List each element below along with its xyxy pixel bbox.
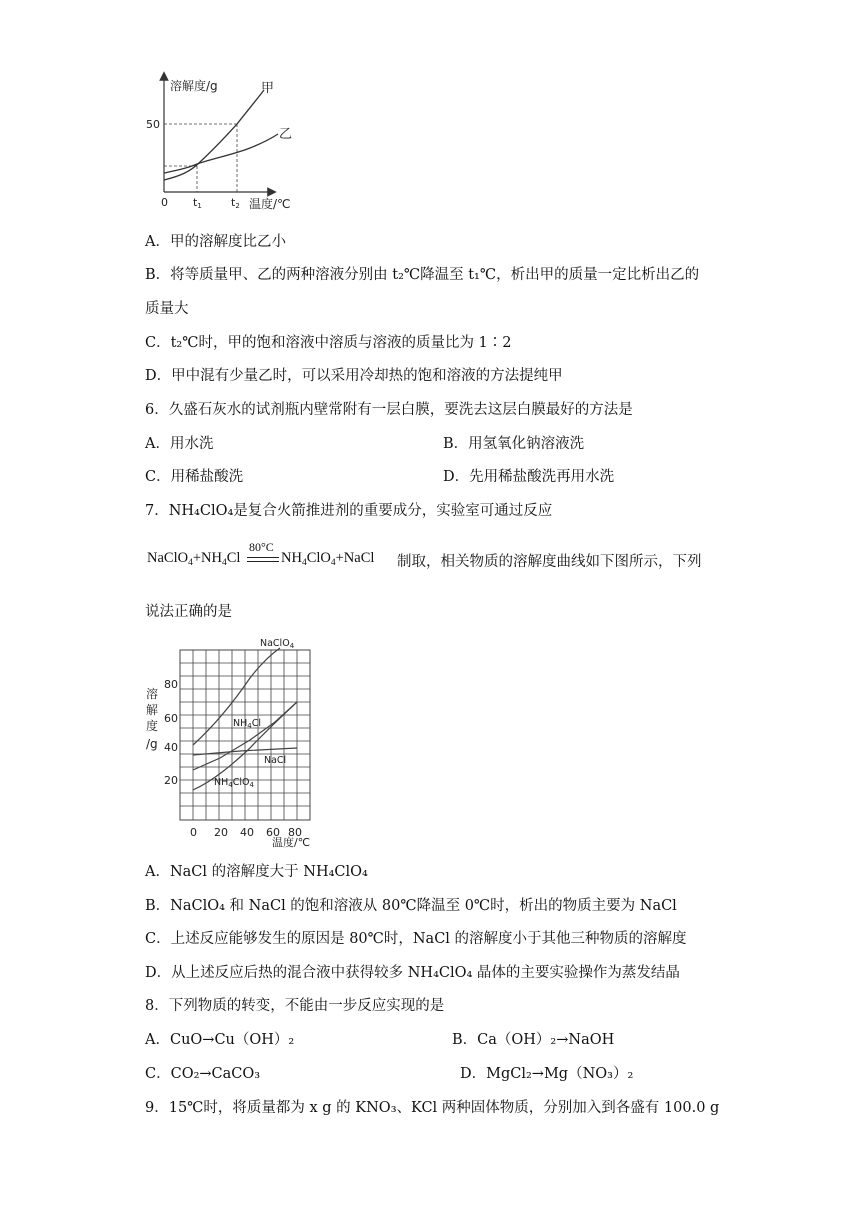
label-nacl: NaCl bbox=[264, 755, 287, 766]
y-axis-label-char3: 度 bbox=[146, 719, 159, 733]
reaction-equation: $NaClO_4+NH_4Cl$ bbox=[147, 550, 241, 568]
y-tick-60: 60 bbox=[164, 712, 178, 725]
y-axis-label-char1: 溶 bbox=[146, 687, 159, 701]
reaction-double-bar bbox=[247, 557, 279, 562]
q8-option-b: B．Ca（OH）₂→NaOH bbox=[452, 1032, 615, 1048]
q7-option-b: B．NaClO₄ 和 NaCl 的饱和溶液从 80℃降温至 0℃时，析出的物质主要为 NaCl bbox=[145, 898, 677, 914]
curve-label-yi: 乙 bbox=[279, 127, 293, 142]
q7-option-c: C．上述反应能够发生的原因是 80℃时，NaCl 的溶解度小于其他三种物质的溶解度 bbox=[145, 931, 687, 947]
q5-option-c: C．t₂℃时，甲的饱和溶液中溶质与溶液的质量比为 1∶2 bbox=[145, 335, 512, 351]
q6-option-c: C．用稀盐酸洗 bbox=[145, 469, 244, 485]
q7-stem-line3: 说法正确的是 bbox=[145, 604, 232, 620]
y-tick-80: 80 bbox=[164, 678, 178, 691]
q7-stem-line1: 7．NH₄ClO₄是复合火箭推进剂的重要成分，实验室可通过反应 bbox=[145, 503, 553, 519]
reaction-products: $NH_4ClO_4+NaCl$ bbox=[281, 550, 375, 568]
solubility-figure-1 bbox=[140, 70, 320, 220]
grid bbox=[180, 650, 310, 820]
y-axis-label-char4: /g bbox=[146, 737, 158, 751]
q5-option-d: D．甲中混有少量乙时，可以采用冷却热的饱和溶液的方法提纯甲 bbox=[145, 368, 563, 384]
q8-option-c: C．CO₂→CaCO₃ bbox=[145, 1066, 261, 1082]
label-nh4clo4: $NH_4ClO_4$ bbox=[214, 777, 254, 789]
y-axis-label: 溶解度/g bbox=[170, 79, 218, 93]
y-tick-20: 20 bbox=[164, 774, 178, 787]
q8-option-a: A．CuO→Cu（OH）₂ bbox=[145, 1032, 295, 1048]
curve-label-jia: 甲 bbox=[261, 81, 275, 96]
y-tick-50: 50 bbox=[146, 118, 160, 131]
reaction-condition: 80°C bbox=[249, 540, 274, 554]
q8-option-d: D．MgCl₂→Mg（NO₃）₂ bbox=[460, 1066, 634, 1082]
q7-stem-line2: 制取，相关物质的溶解度曲线如下图所示，下列 bbox=[397, 554, 702, 570]
solubility-figure-2 bbox=[140, 630, 330, 850]
q9-stem: 9．15℃时，将质量都为 x g 的 KNO₃、KCl 两种固体物质，分别加入到各盛有 100.0 g bbox=[145, 1100, 720, 1116]
q8-stem: 8．下列物质的转变，不能由一步反应实现的是 bbox=[145, 998, 445, 1014]
curve-jia bbox=[164, 90, 264, 180]
y-tick-40: 40 bbox=[164, 741, 178, 754]
q6-option-b: B．用氢氧化钠溶液洗 bbox=[443, 436, 585, 452]
q7-equation-line bbox=[145, 540, 725, 570]
x-tick-t1: t1 bbox=[193, 196, 202, 210]
origin-label: 0 bbox=[161, 196, 168, 209]
label-nh4cl: $NH_4Cl$ bbox=[233, 718, 261, 730]
q7-option-a: A．NaCl 的溶解度大于 NH₄ClO₄ bbox=[145, 864, 368, 880]
x-tick-20: 20 bbox=[214, 826, 228, 839]
q5-option-b-line1: B．将等质量甲、乙的两种溶液分别由 t₂℃降温至 t₁℃，析出甲的质量一定比析出乙的 bbox=[145, 267, 700, 283]
x-axis-label: 温度/℃ bbox=[272, 836, 311, 849]
x-tick-60: 60 bbox=[266, 826, 280, 839]
q6-stem: 6．久盛石灰水的试剂瓶内壁常附有一层白膜，要洗去这层白膜最好的方法是 bbox=[145, 402, 633, 418]
x-axis-label: 温度/℃ bbox=[249, 197, 291, 211]
x-tick-40: 40 bbox=[240, 826, 254, 839]
q5-option-a: A．甲的溶解度比乙小 bbox=[145, 234, 286, 250]
x-tick-80: 80 bbox=[288, 826, 302, 839]
q6-option-d: D．先用稀盐酸洗再用水洗 bbox=[443, 469, 615, 485]
label-naclo4: NaClO$_4$ bbox=[260, 638, 295, 650]
q5-option-b-line2: 质量大 bbox=[145, 301, 189, 317]
x-tick-t2: t2 bbox=[231, 196, 240, 210]
q6-option-a: A．用水洗 bbox=[145, 436, 214, 452]
x-tick-0: 0 bbox=[190, 826, 197, 839]
q7-option-d: D．从上述反应后热的混合液中获得较多 NH₄ClO₄ 晶体的主要实验操作为蒸发结晶 bbox=[145, 965, 680, 981]
y-axis-label-char2: 解 bbox=[146, 703, 159, 717]
curve-yi bbox=[164, 134, 278, 173]
